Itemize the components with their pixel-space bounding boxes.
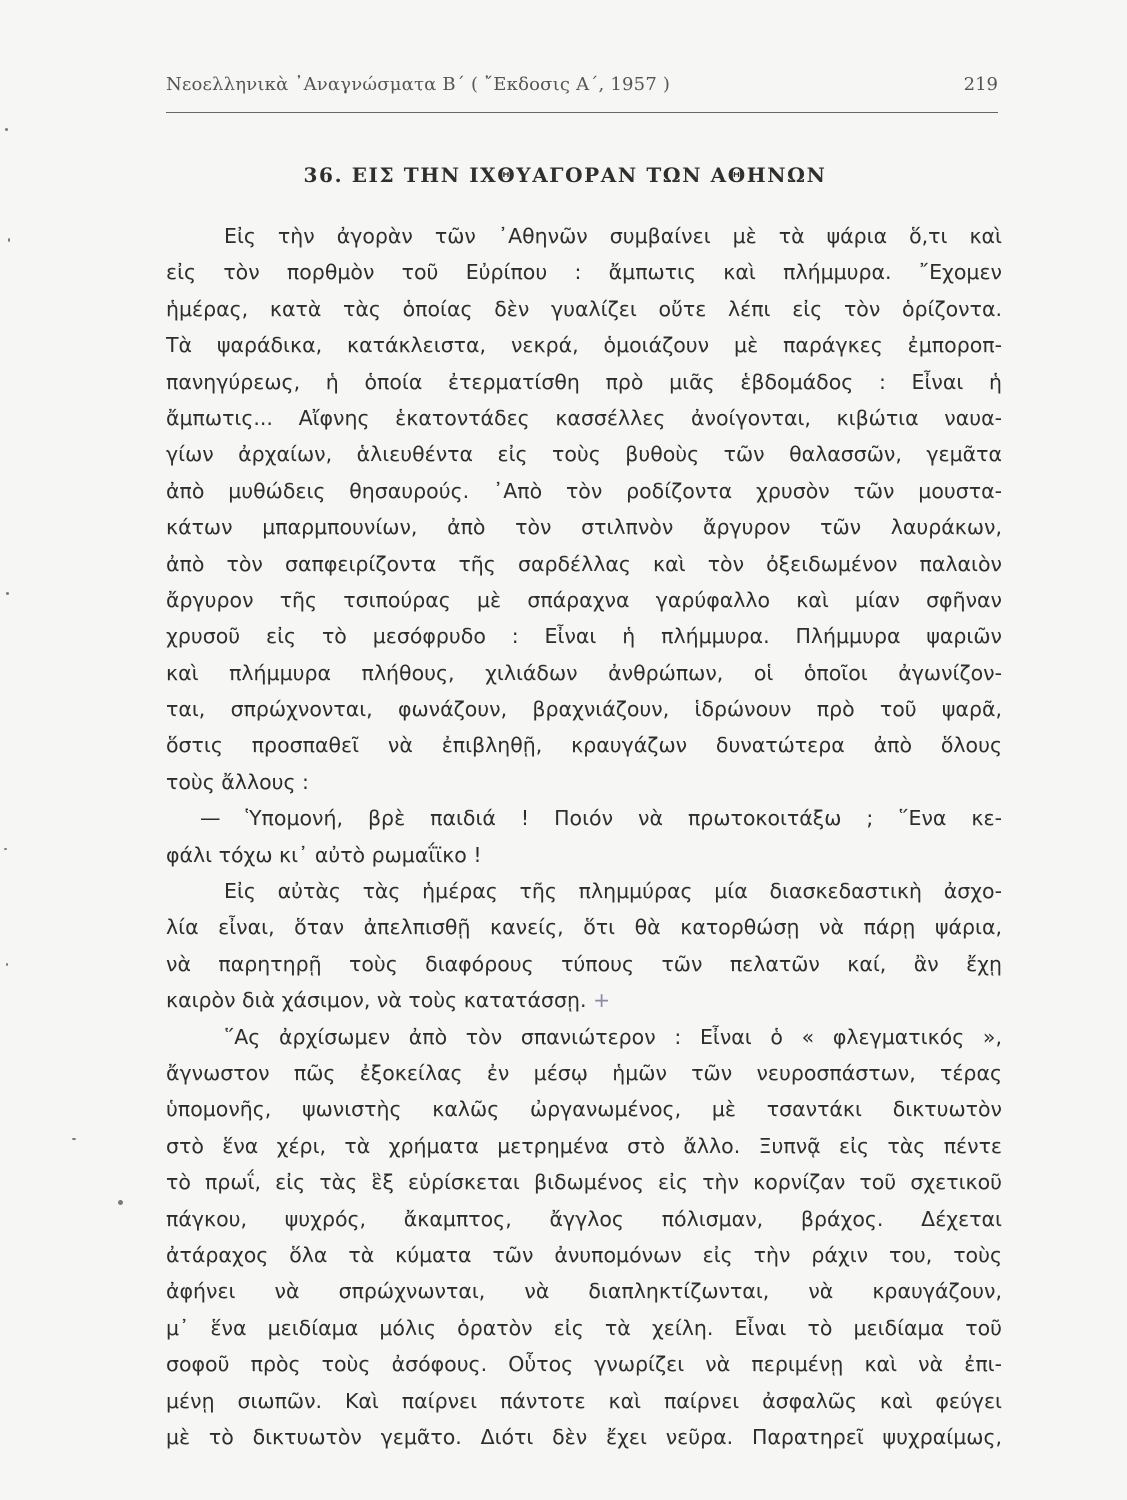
text-line: ται, σπρώχνονται, φωνάζουν, βραχνιάζουν, ἱδρώνουν πρὸ τοῦ ψαρᾶ, [166,697,1002,722]
text-line: πάγκου, ψυχρός, ἄκαμπτος, ἄγγλος πόλισμαν, βράχος. Δέχεται [166,1206,1002,1231]
text-line: ἄγνωστον πῶς ἐξοκείλας ἐν μέσῳ ἡμῶν τῶν νευροσπάστων, τέρας [166,1060,1002,1085]
scan-speck [72,1138,76,1140]
dialogue-line: — Ὑπομονή, βρὲ παιδιά ! Ποιόν νὰ πρωτοκοιτάξω ; ῞Ενα κε- [200,806,1002,831]
text-line: μ᾿ ἕνα μειδίαμα μόλις ὁρατὸν εἰς τὰ χείλη. Εἶναι τὸ μειδίαμα τοῦ [166,1315,1002,1340]
text-line: τοὺς ἄλλους : [166,769,309,794]
text-line: εἰς τὸν πορθμὸν τοῦ Εὐρίπου : ἄμπωτις καὶ πλήμμυρα. ῎Εχομεν [166,260,1002,285]
dialogue-line: φάλι τόχω κι᾿ αὐτὸ ρωμαΐϊκο ! [166,842,482,867]
pencil-mark: + [593,988,611,1013]
body-text [166,218,1002,1455]
scan-speck [6,592,9,595]
chapter-title: 36. ΕΙΣ ΤΗΝ ΙΧΘΥΑΓΟΡΑΝ ΤΩΝ ΑΘΗΝΩΝ [303,163,827,187]
text-line: ὑπομονῆς, ψωνιστὴς καλῶς ὠργανωμένος, μὲ τσαντάκι δικτυωτὸν [166,1097,1002,1122]
text-line: ἀπὸ μυθώδεις θησαυρούς. ᾿Απὸ τὸν ροδίζοντα χρυσὸν τῶν μουστα- [166,478,1002,503]
text-line: ἀφήνει νὰ σπρώχνωνται, νὰ διαπληκτίζωνται, νὰ κραυγάζουν, [166,1279,1002,1304]
text-line: Εἰς τὴν ἀγορὰν τῶν ᾿Αθηνῶν συμβαίνει μὲ τὰ ψάρια ὅ,τι καὶ [224,224,1002,248]
text-line: ἄργυρον τῆς τσιπούρας μὲ σπάραχνα γαρύφαλλο καὶ μίαν σφῆναν [166,587,1002,612]
text-line [166,982,1002,1018]
text-line: ἀπὸ τὸν σαπφειρίζοντα τῆς σαρδέλλας καὶ τὸν ὀξειδωμένον παλαιὸν [166,551,1002,576]
text-line: Εἰς αὐτὰς τὰς ἡμέρας τῆς πλημμύρας μία διασκεδαστικὴ ἀσχο- [224,879,1002,904]
text-line: Τὰ ψαράδικα, κατάκλειστα, νεκρά, ὁμοιάζουν μὲ παράγκες ἐμποροπ- [166,333,1002,358]
text-line-content: καιρὸν διὰ χάσιμον, νὰ τοὺς κατατάσσῃ. [166,988,587,1013]
text-line: πανηγύρεως, ἡ ὁποία ἐτερματίσθη πρὸ μιᾶς ἑβδομάδος : Εἶναι ἡ [166,369,1002,394]
text-line: καὶ πλήμμυρα πλήθους, χιλιάδων ἀνθρώπων, οἱ ὁποῖοι ἀγωνίζον- [166,660,1002,685]
text-line: σοφοῦ πρὸς τοὺς ἀσόφους. Οὗτος γνωρίζει νὰ περιμένῃ καὶ νὰ ἐπι- [166,1352,1002,1377]
text-line: μένῃ σιωπῶν. Καὶ παίρνει πάντοτε καὶ παίρνει ἀσφαλῶς καὶ φεύγει [166,1388,1002,1413]
text-line: ῞Ας ἀρχίσωμεν ἀπὸ τὸν σπανιώτερον : Εἶναι ὁ « φλεγματικός », [224,1024,1002,1049]
text-line: λία εἶναι, ὅταν ἀπελπισθῇ κανείς, ὅτι θὰ κατορθώσῃ νὰ πάρῃ ψάρια, [166,915,1002,940]
text-line: μὲ τὸ δικτυωτὸν γεμᾶτο. Διότι δὲν ἔχει νεῦρα. Παρατηρεῖ ψυχραίμως, [166,1424,1002,1449]
text-line: τὸ πρωΐ, εἰς τὰς ἓξ εὑρίσκεται βιδωμένος εἰς τὴν κορνίζαν τοῦ σχετικοῦ [166,1170,1002,1195]
text-line: κάτων μπαρμπουνίων, ἀπὸ τὸν στιλπνὸν ἄργυρον τῶν λαυράκων, [166,515,1002,540]
text-line: ἡμέρας, κατὰ τὰς ὁποίας δὲν γυαλίζει οὔτε λέπι εἰς τὸν ὁρίζοντα. [166,296,1002,321]
scan-speck [118,1200,123,1205]
text-line: χρυσοῦ εἰς τὸ μεσόφρυδο : Εἶναι ἡ πλήμμυρα. Πλήμμυρα ψαριῶν [166,624,1002,649]
header-rule [166,112,998,113]
text-line: ἀτάραχος ὅλα τὰ κύματα τῶν ἀνυπομόνων εἰς τὴν ράχιν του, τοὺς [166,1242,1002,1267]
scan-speck [6,963,8,966]
text-line: γίων ἀρχαίων, ἁλιευθέντα εἰς τοὺς βυθοὺς τῶν θαλασσῶν, γεμᾶτα [166,442,1002,467]
page-number: 219 [963,74,998,95]
running-title: Νεοελληνικὰ ᾿Αναγνώσματα Β΄ ( ῎Εκδοσις Α΄, 1957 ) [166,74,671,95]
running-header [166,74,998,104]
scan-speck [8,238,10,242]
scan-speck [4,848,7,850]
text-line: στὸ ἕνα χέρι, τὰ χρήματα μετρημένα στὸ ἄλλο. Ξυπνᾷ εἰς τὰς πέντε [166,1133,1002,1158]
scan-speck [5,128,8,131]
text-line: ὅστις προσπαθεῖ νὰ ἐπιβληθῇ, κραυγάζων δυνατώτερα ἀπὸ ὅλους [166,733,1002,758]
text-line: ἄμπωτις... Αἴφνης ἑκατοντάδες κασσέλλες ἀνοίγονται, κιβώτια ναυα- [166,405,1002,430]
text-line: νὰ παρητηρῇ τοὺς διαφόρους τύπους τῶν πελατῶν καί, ἂν ἔχῃ [166,951,1002,976]
